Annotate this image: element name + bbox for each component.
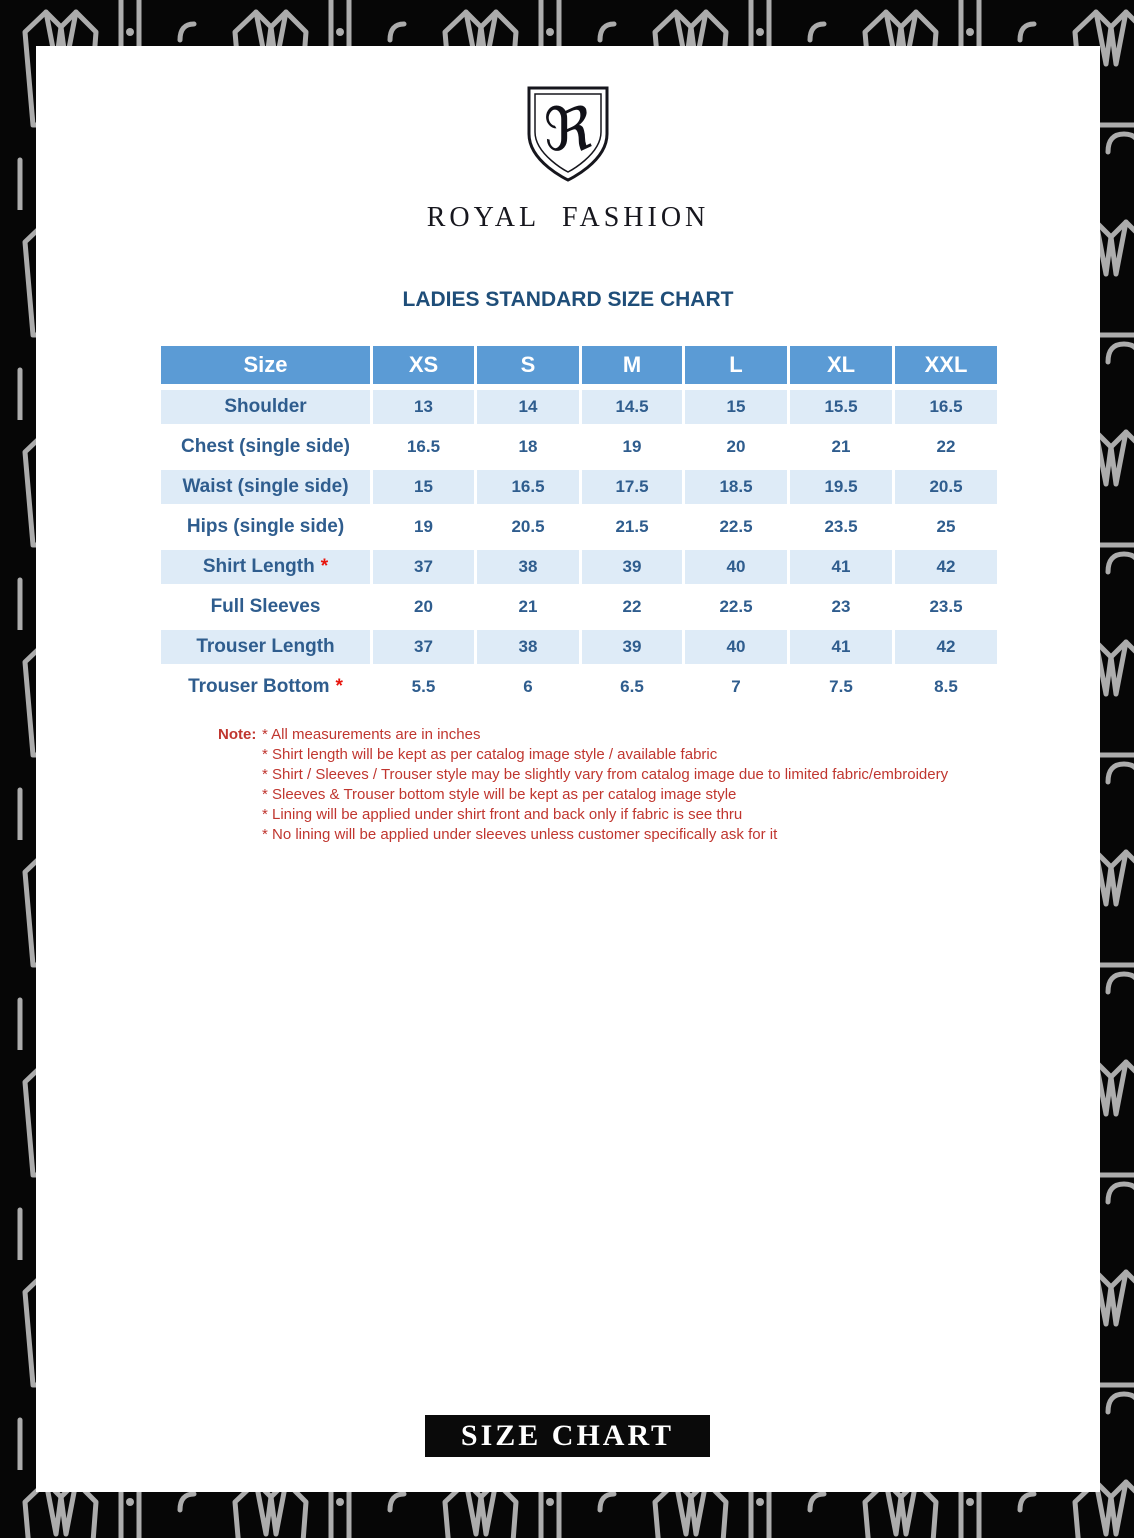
- table-cell: 17.5: [582, 470, 682, 504]
- table-header-l: L: [685, 346, 787, 384]
- table-cell: 16.5: [477, 470, 579, 504]
- table-cell: 19: [582, 430, 682, 464]
- table-header-m: M: [582, 346, 682, 384]
- notes: [218, 725, 948, 845]
- row-label: Shoulder: [161, 390, 370, 424]
- table-cell: 42: [895, 550, 997, 584]
- size-chart-banner: [425, 1415, 710, 1457]
- table-cell: 7: [685, 670, 787, 704]
- note-item: * No lining will be applied under sleeves unless customer specifically ask for it: [262, 826, 778, 843]
- table-cell: 23.5: [790, 510, 892, 544]
- table-cell: 21: [790, 430, 892, 464]
- table-cell: 18.5: [685, 470, 787, 504]
- content-panel: [36, 46, 1100, 1492]
- note-item: * Shirt / Sleeves / Trouser style may be slightly vary from catalog image due to limited fabric/embroidery: [262, 766, 949, 783]
- table-cell: 20: [373, 590, 474, 624]
- table-cell: 21.5: [582, 510, 682, 544]
- note-item: * Lining will be applied under shirt front and back only if fabric is see thru: [262, 806, 743, 823]
- table-cell: 20.5: [895, 470, 997, 504]
- table-cell: 39: [582, 630, 682, 664]
- table-cell: 20.5: [477, 510, 579, 544]
- table-header-xl: XL: [790, 346, 892, 384]
- notes-list: [262, 725, 948, 845]
- table-cell: 23: [790, 590, 892, 624]
- note-item: * All measurements are in inches: [262, 726, 481, 743]
- row-label: Waist (single side): [161, 470, 370, 504]
- red-asterisk: *: [320, 556, 329, 577]
- table-cell: 20: [685, 430, 787, 464]
- table-cell: 41: [790, 630, 892, 664]
- row-label: Shirt Length *: [161, 550, 370, 584]
- table-cell: 21: [477, 590, 579, 624]
- table-cell: 40: [685, 550, 787, 584]
- note-item: * Shirt length will be kept as per catalog image style / available fabric: [262, 746, 718, 763]
- table-cell: 23.5: [895, 590, 997, 624]
- row-label: Trouser Length: [161, 630, 370, 664]
- table-cell: 22.5: [685, 590, 787, 624]
- table-cell: 42: [895, 630, 997, 664]
- shield-logo-icon: [525, 84, 611, 184]
- table-cell: 14: [477, 390, 579, 424]
- row-label: Chest (single side): [161, 430, 370, 464]
- brand-name: ROYAL FASHION: [426, 202, 710, 233]
- table-cell: 13: [373, 390, 474, 424]
- table-cell: 37: [373, 550, 474, 584]
- brand-logo: [36, 84, 1100, 234]
- table-cell: 19: [373, 510, 474, 544]
- table-cell: 39: [582, 550, 682, 584]
- notes-label: Note:: [218, 726, 257, 743]
- table-cell: 22.5: [685, 510, 787, 544]
- table-cell: 18: [477, 430, 579, 464]
- table-cell: 37: [373, 630, 474, 664]
- table-cell: 41: [790, 550, 892, 584]
- note-item: * Sleeves & Trouser bottom style will be kept as per catalog image style: [262, 786, 737, 803]
- table-cell: 22: [895, 430, 997, 464]
- table-cell: 5.5: [373, 670, 474, 704]
- table-cell: 7.5: [790, 670, 892, 704]
- table-cell: 8.5: [895, 670, 997, 704]
- page-title: LADIES STANDARD SIZE CHART: [402, 288, 734, 311]
- size-table: [161, 346, 997, 704]
- table-header-size: Size: [161, 346, 370, 384]
- table-cell: 38: [477, 630, 579, 664]
- row-label: Trouser Bottom *: [161, 670, 370, 704]
- table-cell: 15: [685, 390, 787, 424]
- table-cell: 15.5: [790, 390, 892, 424]
- row-label: Hips (single side): [161, 510, 370, 544]
- table-cell: 15: [373, 470, 474, 504]
- table-header-xs: XS: [373, 346, 474, 384]
- table-cell: 6: [477, 670, 579, 704]
- table-cell: 16.5: [373, 430, 474, 464]
- table-header-xxl: XXL: [895, 346, 997, 384]
- table-cell: 40: [685, 630, 787, 664]
- row-label: Full Sleeves: [161, 590, 370, 624]
- table-cell: 16.5: [895, 390, 997, 424]
- table-cell: 25: [895, 510, 997, 544]
- table-cell: 22: [582, 590, 682, 624]
- size-chart-banner-text: SIZE CHART: [460, 1419, 675, 1452]
- red-asterisk: *: [335, 676, 343, 697]
- table-cell: 6.5: [582, 670, 682, 704]
- table-cell: 38: [477, 550, 579, 584]
- shield-monogram: ℜ: [543, 95, 593, 165]
- table-cell: 14.5: [582, 390, 682, 424]
- table-cell: 19.5: [790, 470, 892, 504]
- table-header-s: S: [477, 346, 579, 384]
